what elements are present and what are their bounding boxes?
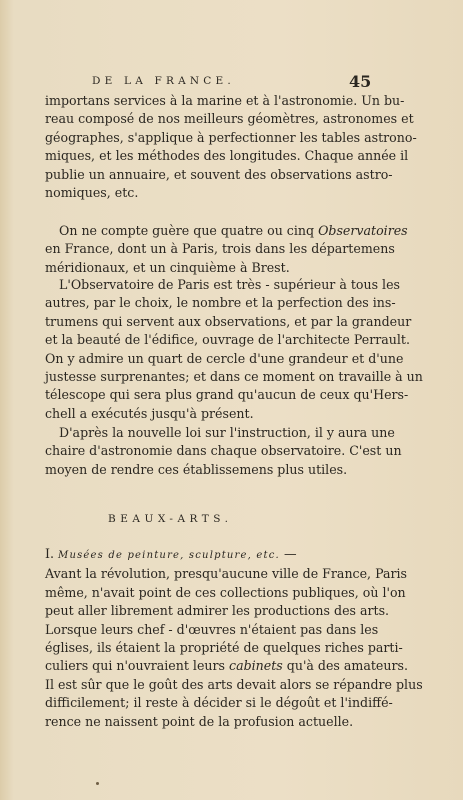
text-line: chaire d'astronomie dans chaque observatoire. C'est un	[45, 443, 402, 459]
text-line: Il est sûr que le goût des arts devait alors se répandre plus	[45, 676, 423, 692]
text-line: Avant la révolution, presqu'aucune ville de France, Paris	[45, 566, 407, 582]
text-line: justesse surprenantes; et dans ce moment on travaille à un	[45, 369, 423, 385]
text-line: peut aller librement admirer les productions des arts.	[45, 603, 390, 619]
text-line: méridionaux, et un cinquième à Brest.	[45, 259, 290, 275]
line-lead: On ne compte guère que quatre ou cinq	[59, 223, 319, 238]
section-title: BEAUX-ARTS.	[108, 513, 233, 525]
text-line: On y admire un quart de cercle d'une grandeur et d'une	[45, 350, 404, 366]
section-number: I.	[45, 546, 54, 561]
text-line: géographes, s'applique à perfectionner les tables astrono-	[45, 129, 417, 145]
paragraph-3	[45, 276, 423, 423]
paper-stain	[96, 782, 99, 785]
text-line: nomiques, etc.	[45, 185, 139, 201]
section-heading: Musées de peinture, sculpture, etc.	[58, 550, 280, 561]
italic-term: cabinets	[229, 658, 283, 674]
text-line	[45, 222, 408, 240]
section-dash: —	[283, 546, 297, 561]
text-line	[45, 657, 408, 675]
line-lead: culiers qui n'ouvraient leurs	[45, 658, 230, 674]
running-title: DE LA FRANCE.	[92, 75, 235, 87]
paragraph-2	[45, 222, 408, 277]
text-line: miques, et les méthodes des longitudes. Chaque année il	[45, 148, 409, 164]
text-line: D'après la nouvelle loi sur l'instruction, il y aura une	[59, 425, 395, 440]
text-line: même, n'avait point de ces collections publiques, où l'on	[45, 584, 406, 600]
running-head	[0, 72, 463, 92]
text-line: chell a exécutés jusqu'à présent.	[45, 405, 254, 421]
text-line: Lorsque leurs chef - d'œuvres n'étaient pas dans les	[45, 621, 379, 637]
italic-term: Observatoires	[318, 223, 408, 238]
text-line: en France, dont un à Paris, trois dans les départemens	[45, 241, 395, 257]
text-line: télescope qui sera plus grand qu'aucun de ceux qu'Hers-	[45, 387, 409, 403]
text-line: publie un annuaire, et souvent des observations astro-	[45, 166, 393, 182]
text-line	[45, 545, 370, 565]
section-paragraph	[45, 545, 423, 731]
text-line: autres, par le choix, le nombre et la perfection des ins-	[45, 295, 396, 311]
text-line: L'Observatoire de Paris est très - supérieur à tous les	[59, 277, 401, 292]
text-line: trumens qui servent aux observations, et par la grandeur	[45, 313, 412, 329]
page-number: 45	[349, 72, 372, 91]
text-line: rence ne naissent point de la profusion actuelle.	[45, 713, 354, 729]
paragraph-1	[45, 92, 417, 202]
text-line: difficilement; il reste à décider si le dégoût et l'indiffé-	[45, 695, 393, 711]
text-line: importans services à la marine et à l'astronomie. Un bu-	[45, 93, 405, 108]
text-line: églises, ils étaient la propriété de quelques riches parti-	[45, 640, 403, 656]
line-tail: qu'à des amateurs.	[282, 658, 408, 674]
paragraph-4	[45, 424, 402, 479]
text-line: reau composé de nos meilleurs géomètres, astronomes et	[45, 111, 414, 127]
text-line: et la beauté de l'édifice, ouvrage de l'architecte Perrault.	[45, 332, 410, 348]
text-line: moyen de rendre ces établissemens plus utiles.	[45, 461, 348, 477]
